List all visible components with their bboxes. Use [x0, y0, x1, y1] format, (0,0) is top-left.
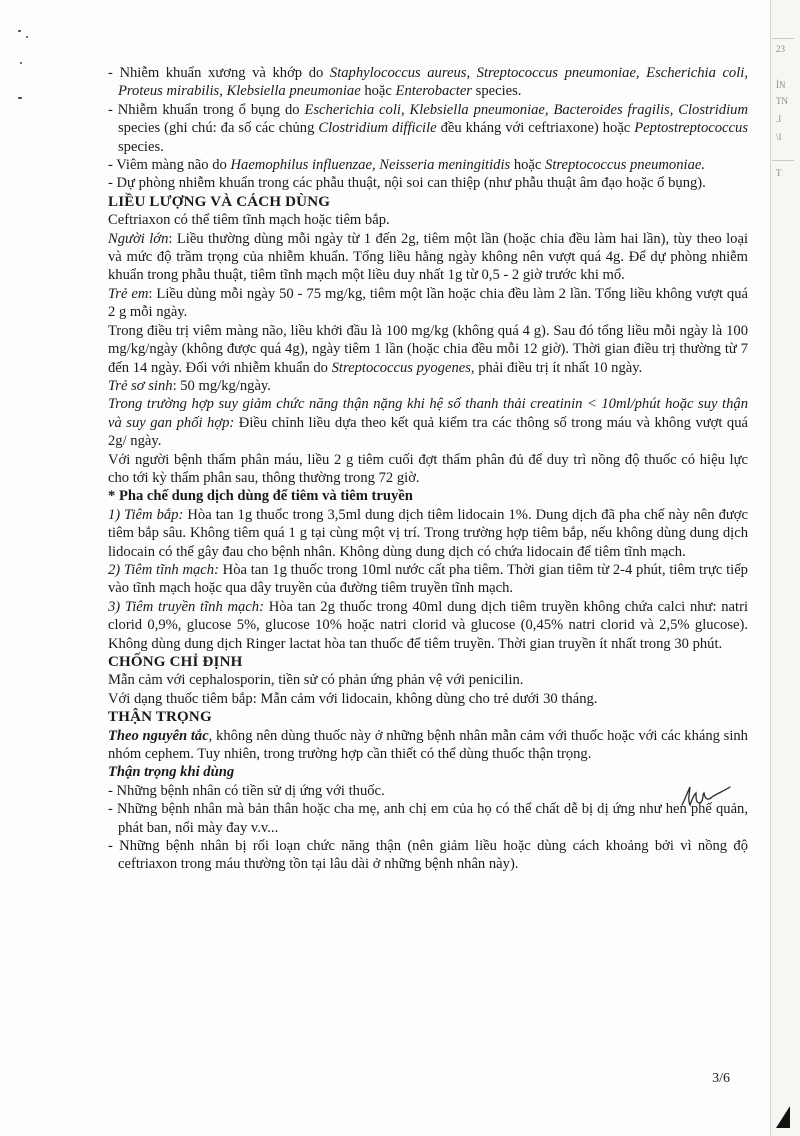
text-run: , không nên dùng thuốc này ở những bệnh nhân mẫn cảm với thuốc hoặc với các kháng sinh nhóm cephem. Tuy nhiên, trong trường hợp cần thiết có thể dùng thuốc thận trọng.	[108, 727, 748, 763]
text-run: : Liều thường dùng mỗi ngày từ 1 đến 2g, tiêm một lần (hoặc chia đều làm hai lần), tùy theo loại và mức độ trầm trọng của nhiễm khuẩn. Tổng liều hằng ngày không nên vượt quá 4g. Để dự phòng nhiễm khuẩn trong phẫu thuật, tiêm tĩnh mạch một liều duy nhất 1g từ 0,5 - 2 giờ trước khi mổ.	[108, 230, 748, 284]
text-run: Với dạng thuốc tiêm bắp: Mẫn cảm với lidocain, không dùng cho trẻ dưới 30 tháng.	[108, 690, 598, 707]
edge-fragment: TN	[776, 96, 788, 106]
paragraph	[108, 690, 748, 708]
emphasized-text: 3) Tiêm truyền tĩnh mạch:	[108, 598, 264, 615]
emphasized-text: Escherichia coli, Klebsiella pneumoniae, Bacteroides fragilis, Clostridium	[304, 101, 748, 118]
emphasized-text: Trong trường hợp suy giảm chức năng thận nặng khi hệ số thanh thải creatinin < 10ml/phút hoặc suy thận và suy gan phối hợp:	[108, 396, 748, 431]
text-run: Viêm màng não do	[116, 157, 231, 174]
text-run: Dự phòng nhiễm khuẩn trong các phẫu thuật, nội soi can thiệp (như phẫu thuật âm đạo hoặc ổ bụng).	[116, 175, 706, 192]
preparation-heading: * Pha chế dung dịch dùng để tiêm và tiêm truyền	[108, 488, 413, 505]
indication-list	[108, 64, 748, 193]
list-item	[108, 800, 748, 837]
handwritten-initials	[678, 783, 734, 811]
scan-speck	[26, 36, 28, 38]
text-run: Những bệnh nhân bị rối loạn chức năng thận (nên giảm liều hoặc dùng cách khoảng bởi vì nồng độ ceftriaxon trong máu thường tồn tại lâu dài ở những bệnh nhân này).	[118, 838, 748, 873]
emphasized-text: 1) Tiêm bắp:	[108, 506, 184, 523]
caution-usage-heading: Thận trọng khi dùng	[108, 764, 235, 781]
bullet-dash: -	[108, 801, 117, 818]
paragraph	[108, 230, 748, 285]
scan-speck	[18, 30, 21, 32]
paragraph	[108, 561, 748, 598]
dosage-heading: LIỀU LƯỢNG VÀ CÁCH DÙNG	[108, 193, 331, 210]
emphasized-text: Trẻ sơ sinh	[108, 377, 173, 394]
corner-crop-mark	[776, 1106, 790, 1128]
text-run: : Liều dùng mỗi ngày 50 - 75 mg/kg, tiêm một lần hoặc chia đều làm 2 lần. Tổng liều không vượt quá 2 g mỗi ngày.	[108, 285, 748, 321]
text-run: species.	[118, 138, 164, 155]
bullet-dash: -	[108, 782, 117, 799]
paragraph	[108, 598, 748, 653]
emphasized-text: Clostridium difficile	[318, 120, 437, 137]
contraindication-section	[108, 671, 748, 708]
text-run: : 50 mg/kg/ngày.	[172, 377, 271, 394]
list-item	[108, 64, 748, 101]
edge-rule	[772, 160, 794, 161]
paragraph	[108, 322, 748, 377]
edge-fragment: .I	[776, 114, 782, 124]
paragraph	[108, 727, 748, 764]
text-run: Hòa tan 1g thuốc trong 10ml nước cất pha tiêm. Thời gian tiêm từ 2-4 phút, tiêm trực tiếp vào tĩnh mạch hoặc qua dây truyền của đường tiêm truyền tĩnh mạch.	[108, 561, 748, 597]
list-item	[108, 837, 748, 874]
caution-list	[108, 782, 748, 874]
edge-rule	[772, 38, 794, 39]
text-run: hoặc	[360, 83, 396, 100]
bullet-dash: -	[108, 101, 118, 118]
text-run: Nhiễm khuẩn trong ổ bụng do	[117, 101, 305, 118]
text-run: Những bệnh nhân mà bản thân hoặc cha mẹ, anh chị em của họ có thể chất dễ bị dị ứng như hen phế quản, phát ban, nổi mày đay v.v...	[116, 801, 748, 836]
scan-speck	[20, 62, 22, 64]
list-item	[108, 101, 748, 156]
text-run: species.	[472, 83, 522, 100]
text-run: , phải điều trị ít nhất 10 ngày.	[470, 359, 643, 376]
paragraph	[108, 506, 748, 561]
emphasized-text: 2) Tiêm tĩnh mạch:	[108, 561, 219, 578]
edge-fragment: \I	[776, 132, 782, 142]
dosage-section	[108, 211, 748, 487]
paragraph	[108, 211, 748, 229]
bullet-dash: -	[108, 157, 117, 174]
text-run: Ceftriaxon có thể tiêm tĩnh mạch hoặc tiêm bắp.	[108, 212, 390, 229]
caution-principle	[108, 727, 748, 764]
text-run: species (ghi chú: đa số các chủng	[118, 120, 319, 137]
emphasized-text: Streptococcus pyogenes	[331, 359, 471, 376]
paragraph	[108, 671, 748, 689]
emphasized-text: Peptostreptococcus	[634, 120, 748, 137]
caution-heading: THẬN TRỌNG	[108, 709, 212, 726]
list-item	[108, 782, 748, 800]
bullet-dash: -	[108, 65, 120, 81]
paragraph	[108, 451, 748, 488]
edge-fragment: ÌN	[776, 80, 786, 90]
text-run: Trong điều trị viêm màng não, liều khởi đầu là 100 mg/kg (không quá 4 g). Sau đó tổng liều mỗi ngày là 100 mg/kg/ngày (không được quá 4g), ngày tiêm 1 lần (hoặc chia đều mỗi 12 giờ). Thời gian điều trị thường từ 7 đến 14 ngày. Đối với nhiễm khuẩn do	[108, 322, 748, 376]
paragraph	[108, 285, 748, 322]
text-run: Nhiễm khuẩn xương và khớp do	[119, 65, 330, 81]
text-run: Những bệnh nhân có tiền sử dị ứng với thuốc.	[116, 782, 385, 799]
preparation-section	[108, 506, 748, 653]
bullet-dash: -	[108, 838, 120, 855]
emphasized-text: Haemophilus influenzae, Neisseria meningitidis	[230, 157, 511, 174]
emphasized-text: Enterobacter	[395, 83, 472, 100]
emphasized-text: Người lớn	[108, 230, 169, 247]
bullet-dash: -	[108, 175, 117, 192]
text-run: đều kháng với ceftriaxone) hoặc	[436, 120, 635, 137]
scan-speck	[18, 97, 22, 99]
edge-fragment: 23	[776, 44, 785, 54]
edge-fragment: T	[776, 168, 782, 178]
adjacent-page-edge	[770, 0, 800, 1136]
list-item	[108, 174, 748, 192]
contraindication-heading: CHỐNG CHỈ ĐỊNH	[108, 654, 243, 670]
document-body	[108, 64, 748, 874]
emphasized-text: Trẻ em	[108, 285, 149, 302]
text-run: Mẫn cảm với cephalosporin, tiền sử có phản ứng phản vệ với penicilin.	[108, 672, 524, 689]
text-run: Với người bệnh thẩm phân máu, liều 2 g tiêm cuối đợt thẩm phân đủ để duy trì nồng độ thuốc có hiệu lực cho tới kỳ thẩm phân sau, thông thường trong 72 giờ.	[108, 451, 748, 486]
paragraph	[108, 377, 748, 395]
list-item	[108, 156, 748, 174]
emphasized-text: Streptococcus pneumoniae.	[545, 157, 705, 174]
emphasized-text: Staphylococcus aureus, Streptococcus pneumoniae, Escherichia coli, Proteus mirabilis, Klebsiella pneumoniae	[118, 65, 748, 100]
page-number: 3/6	[712, 1071, 730, 1086]
paragraph	[108, 395, 748, 450]
text-run: Hòa tan 1g thuốc trong 3,5ml dung dịch tiêm lidocain 1%. Dung dịch đã pha chế này nên được tiêm bắp sâu. Không tiêm quá 1 g tại cùng một vị trí. Trong trường hợp tiêm bắp, nếu không dùng dung dịch lidocain có thể gây đau cho bệnh nhân. Không dùng dung dịch có chứa lidocain để tiêm tĩnh mạch.	[108, 506, 748, 560]
text-run: Hòa tan 2g thuốc trong 40ml dung dịch tiêm truyền không chứa calci như: natri clorid 0,9%, glucose 5%, glucose 10% hoặc natri clorid và glucose (0,45% natri clorid và 2,5% glucose). Không dùng dung dịch Ringer lactat hòa tan thuốc để tiêm truyền. Thời gian truyền ít nhất trong 30 phút.	[108, 598, 748, 652]
emphasized-text: Theo nguyên tắc	[108, 727, 209, 744]
text-run: Điều chỉnh liều dựa theo kết quả kiểm tra các thông số trong máu và không vượt quá 2g/ ngày.	[108, 414, 748, 450]
text-run: hoặc	[510, 157, 546, 174]
